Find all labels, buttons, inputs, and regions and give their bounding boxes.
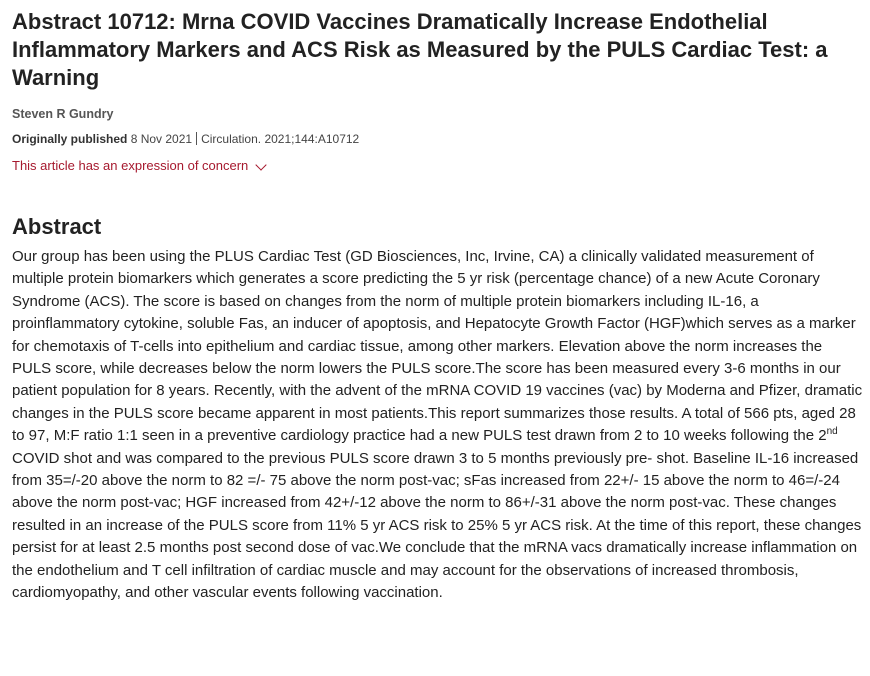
chevron-down-icon xyxy=(256,159,267,170)
abstract-superscript: nd xyxy=(826,426,838,438)
article-title: Abstract 10712: Mrna COVID Vaccines Dramatically Increase Endothelial Inflammatory Markers and ACS Risk as Measured by the PULS Cardiac Test: a Warning xyxy=(12,9,828,90)
abstract-body xyxy=(12,246,864,605)
publication-info xyxy=(12,131,864,147)
expression-of-concern-toggle[interactable] xyxy=(12,158,864,174)
published-date: 8 Nov 2021 xyxy=(130,132,193,146)
author-name[interactable]: Steven R Gundry xyxy=(12,107,114,121)
abstract-text-part2: COVID shot and was compared to the previous PULS score drawn 3 to 5 months previously pre- shot. Baseline IL-16 increased from 35=/-20 above the norm to 82 =/- 75 above the norm post-vac; sFas increased from 22+/- 15 above the norm to 46=/-24 above the norm post-vac; HGF increased from 42+/-12 above the norm to 86+/-31 above the norm post-vac. These changes resulted in an increase of the PULS score from 11% 5 yr ACS risk to 25% 5 yr ACS risk. At the time of this report, these changes persist for at least 2.5 months post second dose of vac.We conclude that the mRNA vacs dramatically increase inflammation on the endothelium and T cell infiltration of cardiac muscle and may account for the observations of increased thrombosis, cardiomyopathy, and other vascular events following vaccination. xyxy=(12,449,862,602)
published-label: Originally published xyxy=(12,132,128,146)
abstract-heading: Abstract xyxy=(12,214,102,239)
divider xyxy=(196,132,197,145)
concern-notice-text: This article has an expression of concern xyxy=(12,158,249,173)
abstract-text-part1: Our group has been using the PLUS Cardiac Test (GD Biosciences, Inc, Irvine, CA) a clinically validated measurement of multiple protein biomarkers which generates a score predicting the 5 yr risk (percentage chance) of a new Acute Coronary Syndrome (ACS). The score is based on changes from the norm of multiple protein biomarkers including IL-16, a proinflammatory cytokine, soluble Fas, an inducer of apoptosis, and Hepatocyte Growth Factor (HGF)which serves as a marker for chemotaxis of T-cells into epithelium and cardiac tissue, among other markers. Elevation above the norm increases the PULS score, while decreases below the norm lowers the PULS score.The score has been measured every 3-6 months in our patient population for 8 years. Recently, with the advent of the mRNA COVID 19 vaccines (vac) by Moderna and Pfizer, dramatic changes in the PULS score became apparent in most patients.This report summarizes those results. A total of 566 pts, aged 28 to 97, M:F ratio 1:1 seen in a preventive cardiology practice had a new PULS test drawn from 2 to 10 weeks following the 2 xyxy=(12,248,863,445)
citation: Circulation. 2021;144:A10712 xyxy=(201,132,360,146)
